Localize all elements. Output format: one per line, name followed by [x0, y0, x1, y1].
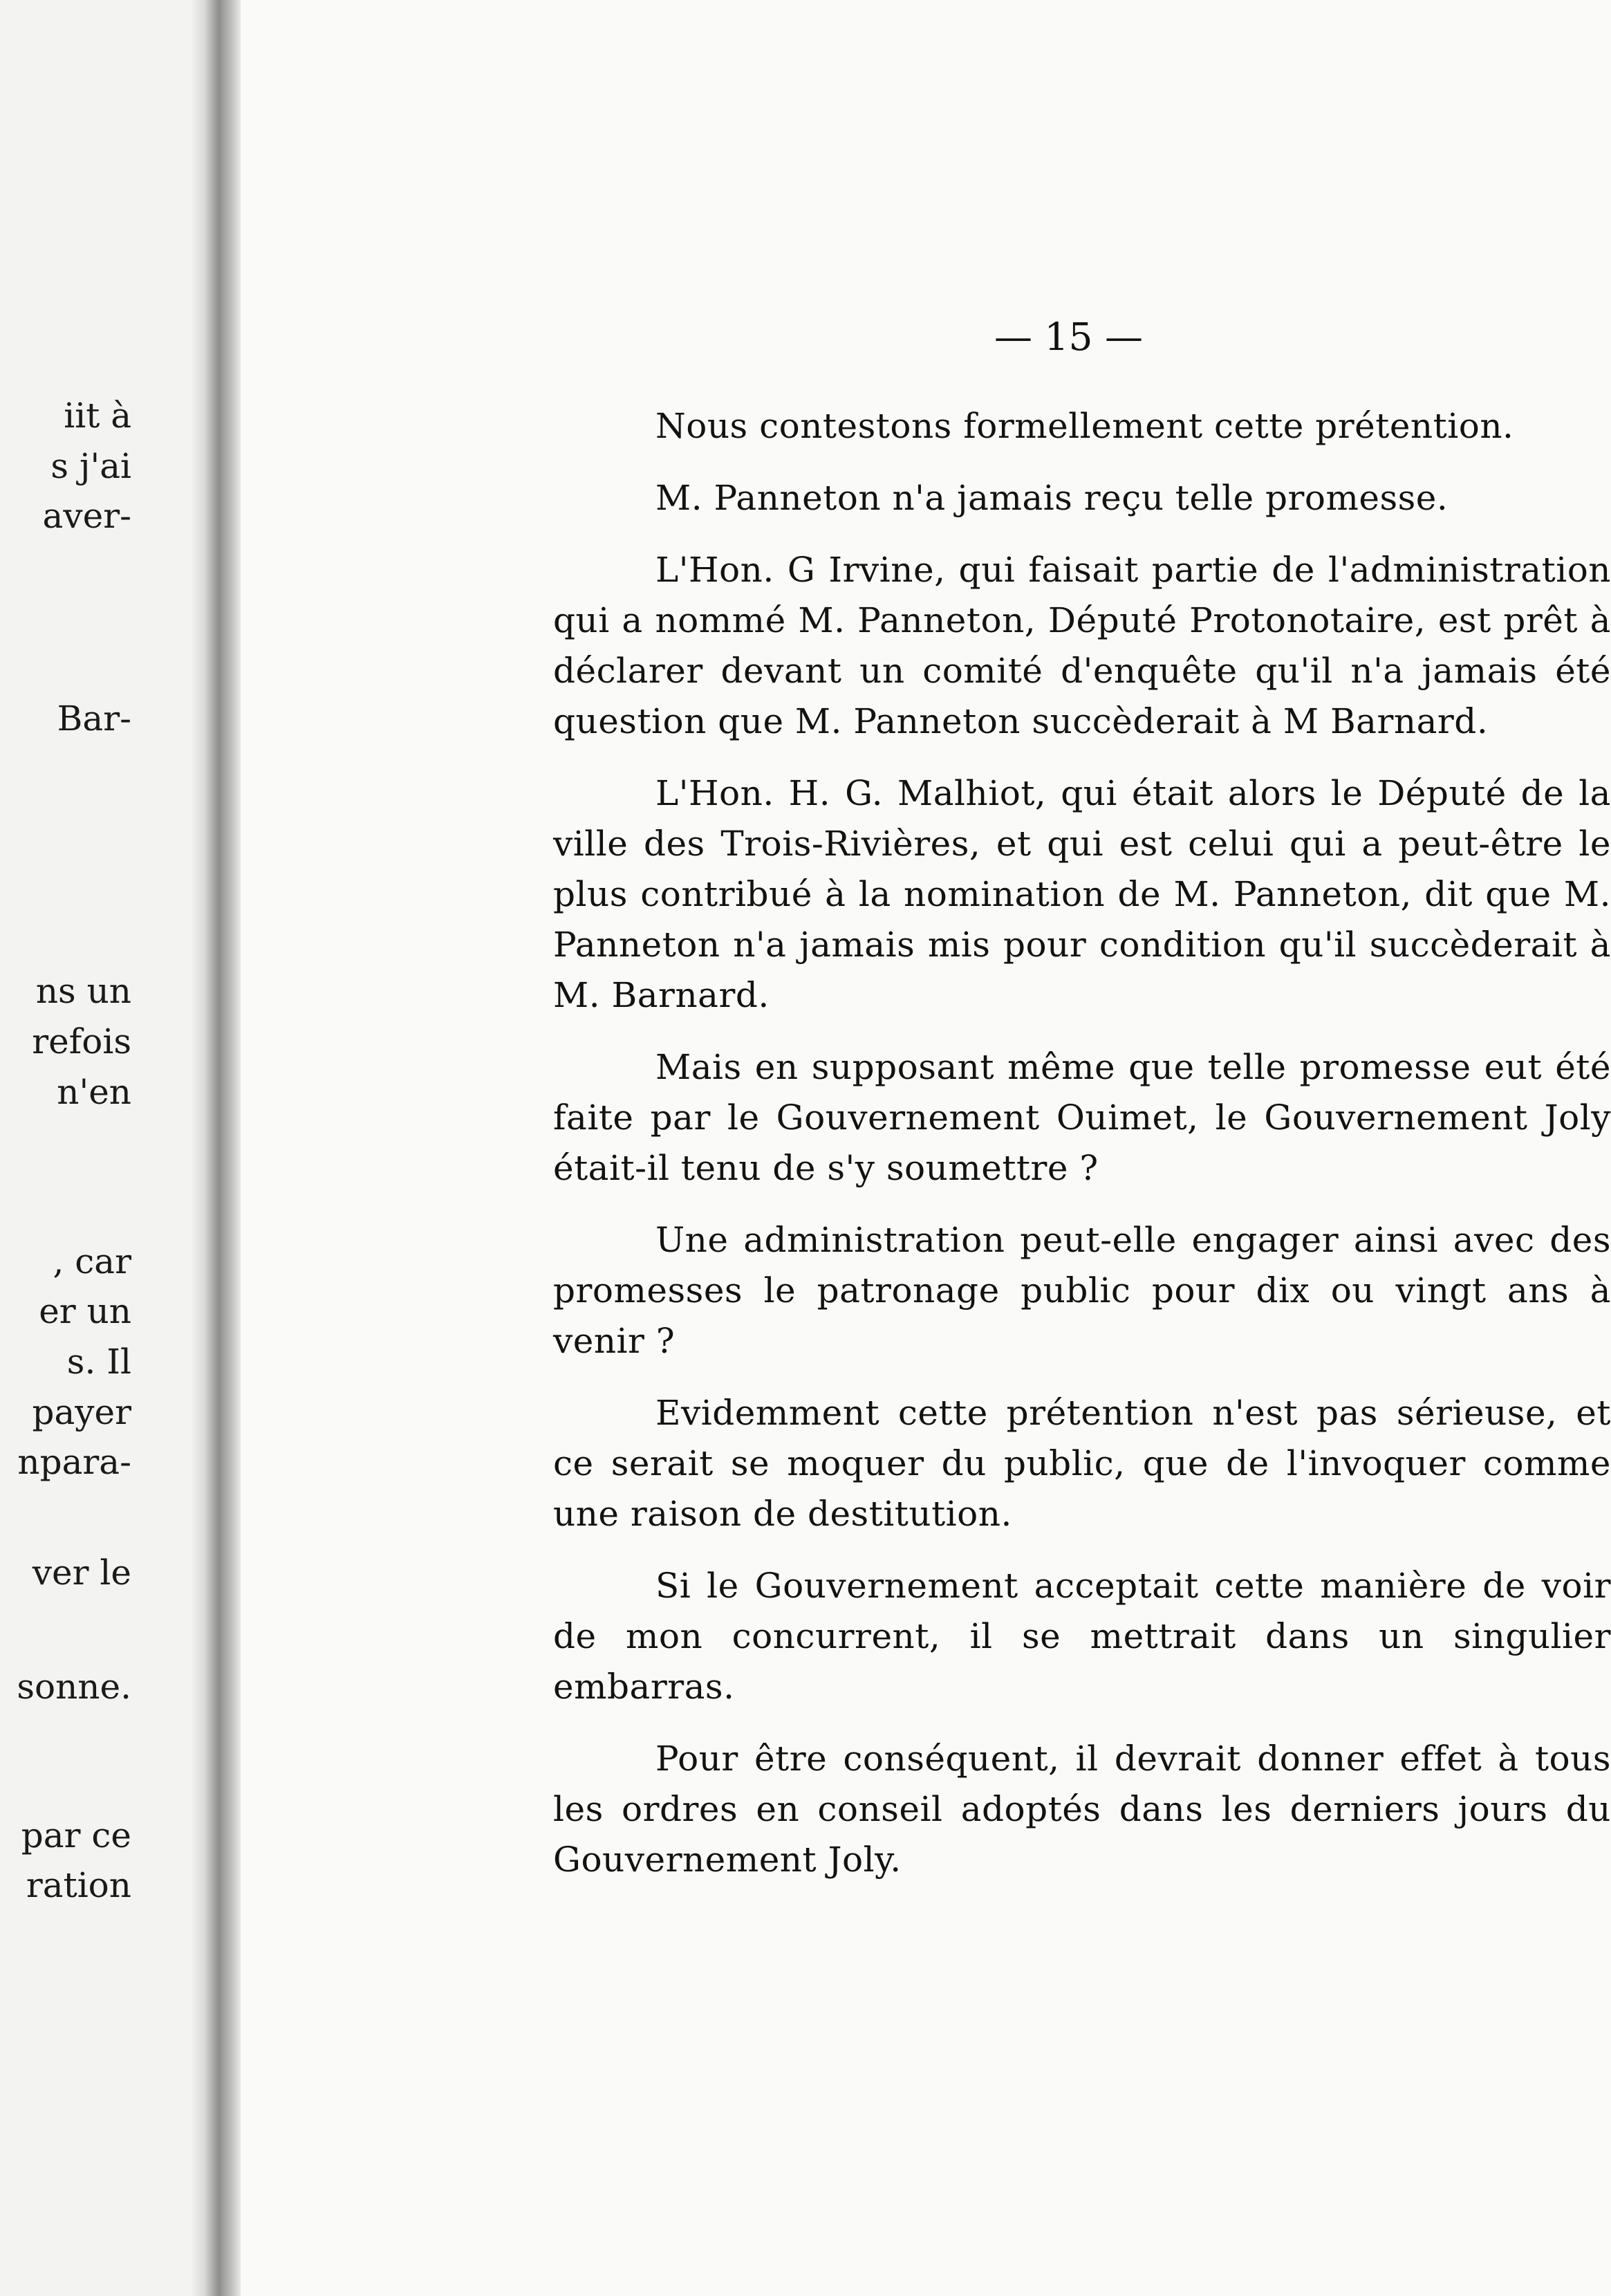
fragment-line: ration	[26, 1865, 131, 1905]
page-number: — 15 —	[994, 315, 1143, 359]
paragraph: M. Panneton n'a jamais reçu telle promesse.	[655, 478, 1449, 518]
previous-page-text-fragments	[0, 0, 207, 2296]
fragment-line: refois	[32, 1021, 131, 1062]
fragment-line: ver le	[32, 1553, 131, 1593]
fragment-line: Bar-	[57, 698, 131, 739]
fragment-line: iit à	[64, 396, 131, 436]
fragment-line: er un	[39, 1291, 131, 1331]
fragment-line: s. Il	[66, 1342, 131, 1382]
paragraph: L'Hon. G Irvine, qui faisait partie de l'administration qui a nommé M. Panneton, Député Protonotaire, est prêt à déclarer devant un comité d'enquête qu'il n'a jamais été question que M. Panneton succèderait à M Barnard.	[553, 550, 1611, 741]
paragraph: Pour être conséquent, il devrait donner effet à tous les ordres en conseil adoptés dans les derniers jours du Gouvernement Joly.	[553, 1739, 1611, 1880]
paragraph: Evidemment cette prétention n'est pas sérieuse, et ce serait se moquer du public, que de l'invoquer comme une raison de destitution.	[553, 1393, 1611, 1534]
fragment-line: , car	[53, 1241, 131, 1281]
book-page	[241, 0, 1611, 2296]
fragment-line: npara-	[17, 1442, 131, 1482]
paragraph: Une administration peut-elle engager ainsi avec des promesses le patronage public pour dix ou vingt ans à venir ?	[553, 1220, 1611, 1361]
paragraph: Si le Gouvernement acceptait cette manière de voir de mon concurrent, il se mettrait dans un singulier embarras.	[553, 1566, 1611, 1707]
paragraph: Nous contestons formellement cette prétention.	[655, 406, 1514, 446]
fragment-line: n'en	[57, 1072, 131, 1112]
fragment-line: ns un	[35, 971, 131, 1011]
fragment-line: s j'ai	[50, 446, 131, 486]
fragment-line: par ce	[21, 1815, 131, 1855]
fragment-line: sonne.	[17, 1667, 131, 1707]
fragment-line: payer	[32, 1392, 131, 1432]
paragraph: L'Hon. H. G. Malhiot, qui était alors le Député de la ville des Trois-Rivières, et qui est celui qui a peut-être le plus contribué à la nomination de M. Panneton, dit que M. Panneton n'a jamais mis pour condition qu'il succèderait à M. Barnard.	[553, 773, 1611, 1015]
book-gutter	[192, 0, 241, 2296]
fragment-line: aver-	[42, 496, 131, 536]
page-body	[553, 401, 1611, 1907]
paragraph: Mais en supposant même que telle promesse eut été faite par le Gouvernement Ouimet, le Gouvernement Joly était-il tenu de s'y soumettre ?	[553, 1047, 1611, 1188]
